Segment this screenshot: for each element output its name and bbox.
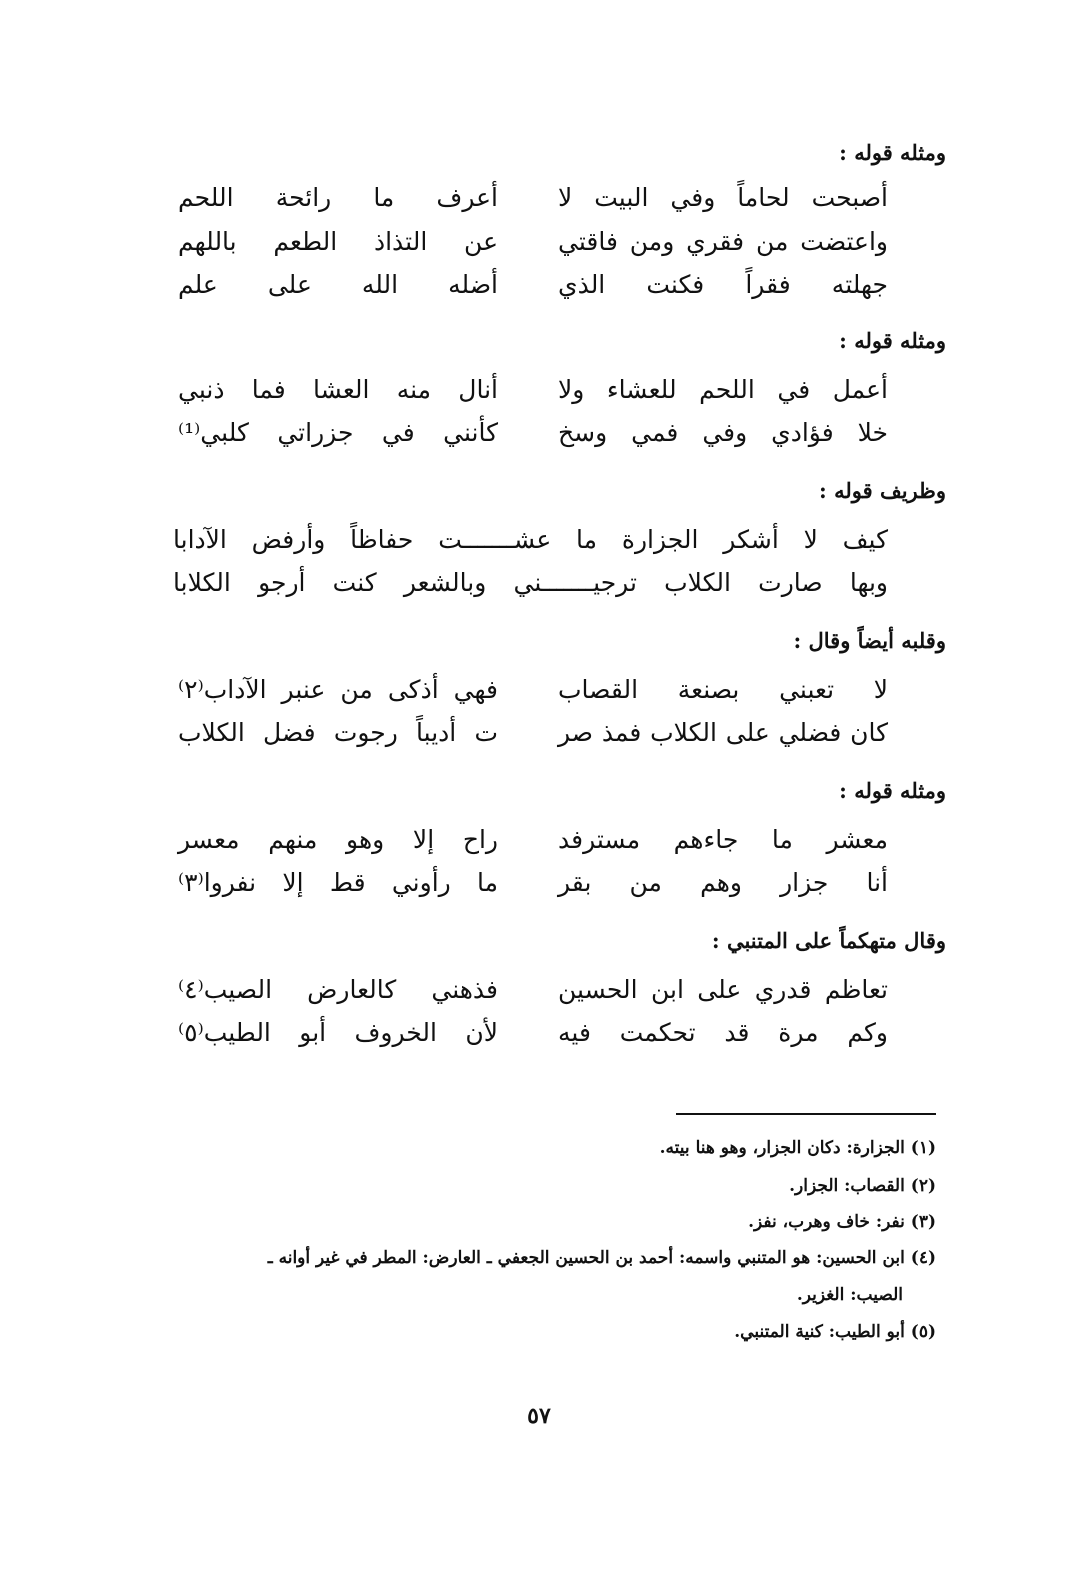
verse-line [0, 568, 1078, 612]
verse-line [0, 718, 1078, 762]
verse-line [0, 227, 1078, 271]
footnote-continuation: الصيب: الغزير. [796, 1285, 903, 1305]
verse-first-hemistich: تعاظم قدري على ابن الحسين [558, 975, 888, 1004]
footnote: (٤) ابن الحسين: هو المتنبي واسمه: أحمد بن الحسين الجعفي ـ العارض: المطر في غير أوانه ـ [267, 1248, 936, 1268]
verse-first-hemistich: وكم مرة قد تحكمت فيه [558, 1018, 888, 1047]
verse-line [0, 183, 1078, 227]
verse-first-hemistich: لا تعبني بصنعة القصاب [558, 675, 888, 704]
verse-line [0, 868, 1078, 912]
verse-line [0, 825, 1078, 869]
verse-second-hemistich: ما رأوني قط إلا نفروا⁽٣⁾ [178, 868, 498, 897]
verse-first-hemistich: واعتضت من فقري ومن فاقتي [558, 227, 888, 256]
section-heading: ومثله قوله : [839, 328, 946, 353]
section-heading: وقلبه أيضاً وقال : [793, 628, 946, 653]
verse-line [0, 675, 1078, 719]
verse-first-hemistich: خلا فؤادي وفي فمي وسخ [558, 418, 888, 447]
verse-line [0, 270, 1078, 314]
verse-line [0, 975, 1078, 1019]
verse-first-hemistich: أنا جزار وهم من بقر [558, 868, 888, 897]
section-heading: ومثله قوله : [839, 778, 946, 803]
verse-second-hemistich: عن التذاذ الطعم باللهم [178, 227, 498, 256]
footnote: (٢) القصاب: الجزار. [789, 1176, 936, 1196]
verse-line [0, 1018, 1078, 1062]
verse-full-line: كيف لا أشكر الجزارة ما عشـــــــت حفاظاً وأرفض الآدابا [173, 525, 888, 554]
section-heading: ومثله قوله : [839, 140, 946, 165]
verse-first-hemistich: أصبحت لحاماً وفي البيت لا [558, 183, 888, 212]
verse-second-hemistich: فذهني كالعارض الصيب⁽٤⁾ [178, 975, 498, 1004]
verse-second-hemistich: أنال منه العشا فما ذنبي [178, 375, 498, 404]
verse-second-hemistich: ت أديباً رجوت فضل الكلاب [178, 718, 498, 747]
section-heading: وقال متهكماً على المتنبي : [711, 928, 946, 953]
verse-second-hemistich: أعرف ما رائحة اللحم [178, 183, 498, 212]
verse-second-hemistich: راح إلا وهو منهم معسر [178, 825, 498, 854]
verse-first-hemistich: جهلته فقراً فكنت الذي [558, 270, 888, 299]
section-heading: وظريف قوله : [819, 478, 946, 503]
footnote: (٥) أبو الطيب: كنية المتنبي. [734, 1322, 936, 1342]
verse-second-hemistich: كأنني في جزراتي كلبي⁽¹⁾ [178, 418, 498, 447]
verse-line [0, 525, 1078, 569]
verse-first-hemistich: معشر ما جاءهم مسترفد [558, 825, 888, 854]
verse-second-hemistich: أضله الله على علم [178, 270, 498, 299]
verse-full-line: وبها صارت الكلاب ترجيـــــــني وبالشعر كنت أرجو الكلابا [173, 568, 888, 597]
page-number: ٥٧ [527, 1403, 551, 1429]
verse-second-hemistich: فهي أذكى من عنبر الآداب⁽٢⁾ [178, 675, 498, 704]
footnote: (١) الجزارة: دكان الجزار، وهو هنا بيته. [659, 1138, 936, 1158]
footnote: (٣) نفر: خاف وهرب، نفز. [748, 1212, 936, 1232]
verse-line [0, 418, 1078, 462]
verse-first-hemistich: أعمل في اللحم للعشاء ولا [558, 375, 888, 404]
footnote-separator [676, 1113, 936, 1115]
verse-first-hemistich: كان فضلي على الكلاب فمذ صر [558, 718, 888, 747]
verse-second-hemistich: لأن الخروف أبو الطيب⁽٥⁾ [178, 1018, 498, 1047]
verse-line [0, 375, 1078, 419]
